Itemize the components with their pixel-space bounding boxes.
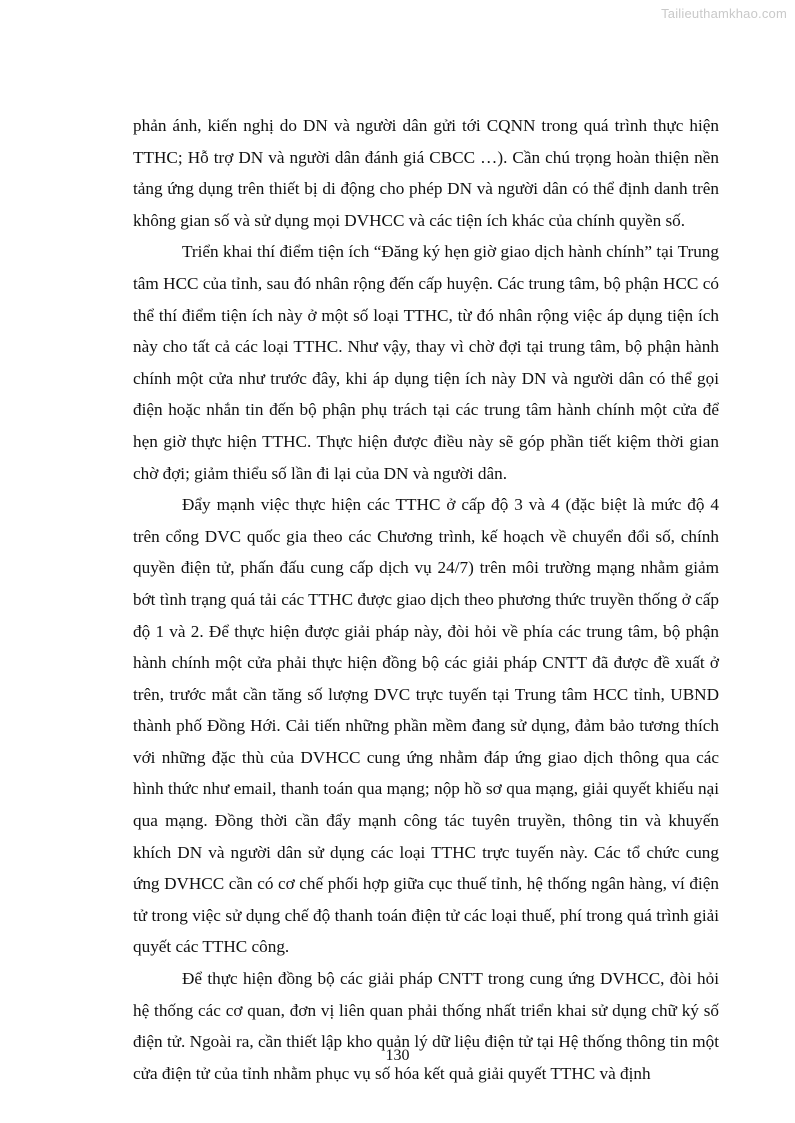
- watermark-text: Tailieuthamkhao.com: [661, 6, 787, 21]
- page-number: 130: [385, 1047, 410, 1064]
- paragraph-digital-signature: Để thực hiện đồng bộ các giải pháp CNTT trong cung ứng DVHCC, đòi hỏi hệ thống các cơ quan, đơn vị liên quan phải thống nhất triển khai sử dụng chữ ký số điện tử. Ngoài ra, cần thiết lập kho quản lý dữ liệu điện tử tại Hệ thống thông tin một cửa điện tử của tỉnh nhằm phục vụ số hóa kết quả giải quyết TTHC và định: [133, 969, 719, 1083]
- paragraph-continuation: phản ánh, kiến nghị do DN và người dân gửi tới CQNN trong quá trình thực hiện TTHC; Hỗ trợ DN và người dân đánh giá CBCC …). Cần chú trọng hoàn thiện nền tảng ứng dụng trên thiết bị di động cho phép DN và người dân có thể định danh trên không gian số và sử dụng mọi DVHCC và các tiện ích khác của chính quyền số.: [133, 116, 719, 230]
- paragraph-appointment-utility: Triển khai thí điểm tiện ích “Đăng ký hẹn giờ giao dịch hành chính” tại Trung tâm HCC của tỉnh, sau đó nhân rộng đến cấp huyện. Các trung tâm, bộ phận HCC có thể thí điểm tiện ích này ở một số loại TTHC, từ đó nhân rộng việc áp dụng tiện ích này cho tất cả các loại TTHC. Như vậy, thay vì chờ đợi tại trung tâm, bộ phận hành chính một cửa như trước đây, khi áp dụng tiện ích này DN và người dân có thể gọi điện hoặc nhắn tin đến bộ phận phụ trách tại các trung tâm hành chính một cửa để hẹn giờ thực hiện TTHC. Thực hiện được điều này sẽ góp phần tiết kiệm thời gian chờ đợi; giảm thiểu số lần đi lại của DN và người dân.: [133, 242, 719, 483]
- document-body: [133, 110, 719, 1089]
- paragraph-online-procedures: Đẩy mạnh việc thực hiện các TTHC ở cấp độ 3 và 4 (đặc biệt là mức độ 4 trên cổng DVC quốc gia theo các Chương trình, kế hoạch về chuyển đổi số, chính quyền điện tử, phấn đấu cung cấp dịch vụ 24/7) trên môi trường mạng nhằm giảm bớt tình trạng quá tải các TTHC được giao dịch theo phương thức truyền thống ở cấp độ 1 và 2. Để thực hiện được giải pháp này, đòi hỏi về phía các trung tâm, bộ phận hành chính một cửa phải thực hiện đồng bộ các giải pháp CNTT đã được đề xuất ở trên, trước mắt cần tăng số lượng DVC trực tuyến tại Trung tâm HCC tỉnh, UBND thành phố Đồng Hới. Cải tiến những phần mềm đang sử dụng, đảm bảo tương thích với những đặc thù của DVHCC cung ứng nhằm đáp ứng giao dịch thông qua các hình thức như email, thanh toán qua mạng; nộp hồ sơ qua mạng, giải quyết khiếu nại qua mạng. Đồng thời cần đẩy mạnh công tác tuyên truyền, thông tin và khuyến khích DN và người dân sử dụng các loại TTHC trực tuyến này. Các tổ chức cung ứng DVHCC cần có cơ chế phối hợp giữa cục thuế tỉnh, hệ thống ngân hàng, ví điện tử trong việc sử dụng chế độ thanh toán điện tử các loại thuế, phí trong quá trình giải quyết các TTHC công.: [133, 495, 719, 957]
